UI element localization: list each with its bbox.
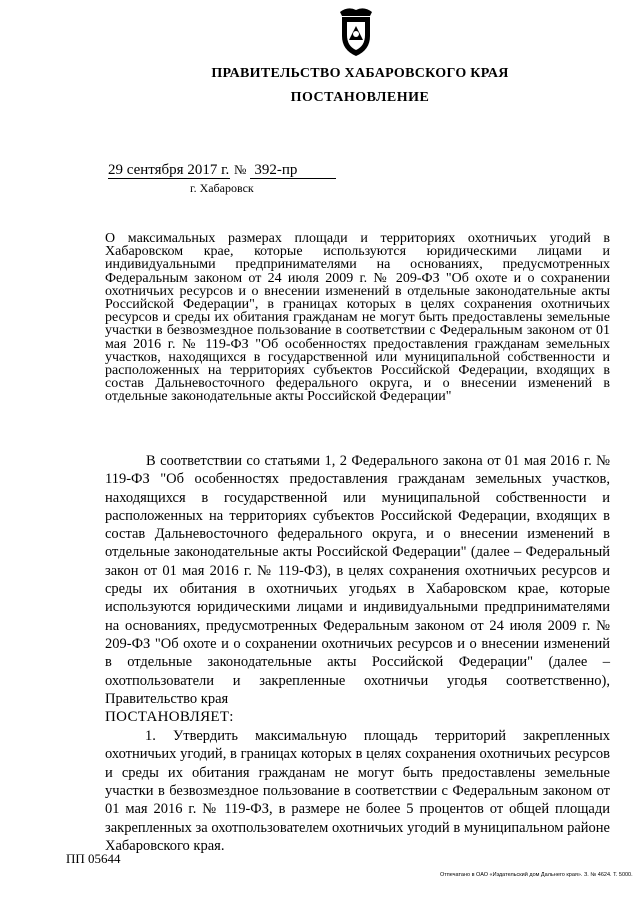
document-body xyxy=(105,452,610,855)
document-city: г. Хабаровск xyxy=(190,181,254,195)
printer-note: Отпечатано в ОАО «Издательский дом Дальнего края». З. № 4624. Т. 5000. xyxy=(440,872,633,878)
government-name: ПРАВИТЕЛЬСТВО ХАБАРОВСКОГО КРАЯ xyxy=(211,66,509,81)
khabarovsk-coat-of-arms-icon xyxy=(334,4,378,58)
number-sign: № xyxy=(234,162,247,177)
document-date: 29 сентября 2017 г. xyxy=(108,162,230,178)
item-1-paragraph: 1. Утвердить максимальную площадь территорий закрепленных охотничьих угодий, в границах которых в целях сохранения охотничьих ресурсов и среды их обитания гражданам не могут быть предоставлены земельные участки в безвозмездное пользование в соответствии с Федеральным законом от 01 мая 2016 г. № 119-ФЗ, в размере не более 5 процентов от общей площади закрепленных за охотпользователем охотничьих угодий в муниципальном районе Хабаровского края. xyxy=(105,728,610,854)
document-code: ПП 05644 xyxy=(66,851,121,866)
document-number: 392-пр xyxy=(250,163,336,179)
document-type: ПОСТАНОВЛЕНИЕ xyxy=(290,90,430,105)
resolve-heading: ПОСТАНОВЛЯЕТ: xyxy=(105,709,234,726)
date-number-line xyxy=(108,162,336,179)
preamble-paragraph: В соответствии со статьями 1, 2 Федерального закона от 01 мая 2016 г. № 119-ФЗ "Об особенностях предоставления гражданам земельных участков, находящихся в государственной или муниципальной собственности и расположенных на территориях субъектов Российской Федерации, входящих в состав Дальневосточного федерального округа, и о внесении изменений в отдельные законодательные акты Российской Федерации" (далее – Федеральный закон от 01 мая 2016 г. № 119-ФЗ), в целях сохранения охотничьих ресурсов и среды их обитания в охотничьих угодьях в Хабаровском крае, которые используются юридическими лицами и индивидуальными предпринимателями на основаниях, предусмотренных Федеральным законом от 24 июля 2009 г. № 209-ФЗ "Об охоте и о сохранении охотничьих ресурсов и о внесении изменений в отдельные законодательные акты Российской Федерации" (далее – охотпользователи и закрепленные охотничьи угодья соответственно), Правительство края xyxy=(105,453,610,707)
document-title: О максимальных размерах площади и территориях охотничьих угодий в Хабаровском крае, которые используются юридическими лицами и индивидуальными предпринимателями на основаниях, предусмотренных Федеральным законом от 24 июля 2009 г. № 209-ФЗ "Об охоте и о сохранении охотничьих ресурсов и о внесении изменений в отдельные законодательные акты Российской Федерации", в границах которых в целях сохранения охотничьих ресурсов и среды их обитания гражданам не могут быть предоставлены земельные участки в безвозмездное пользование в соответствии с Федеральным законом от 01 мая 2016 г. № 119-ФЗ "Об особенностях предоставления гражданам земельных участков, находящихся в государственной или муниципальной собственности и расположенных на территориях субъектов Российской Федерации, входящих в состав Дальневосточного федерального округа, и о внесении изменений в отдельные законодательные акты Российской Федерации" xyxy=(105,231,610,405)
